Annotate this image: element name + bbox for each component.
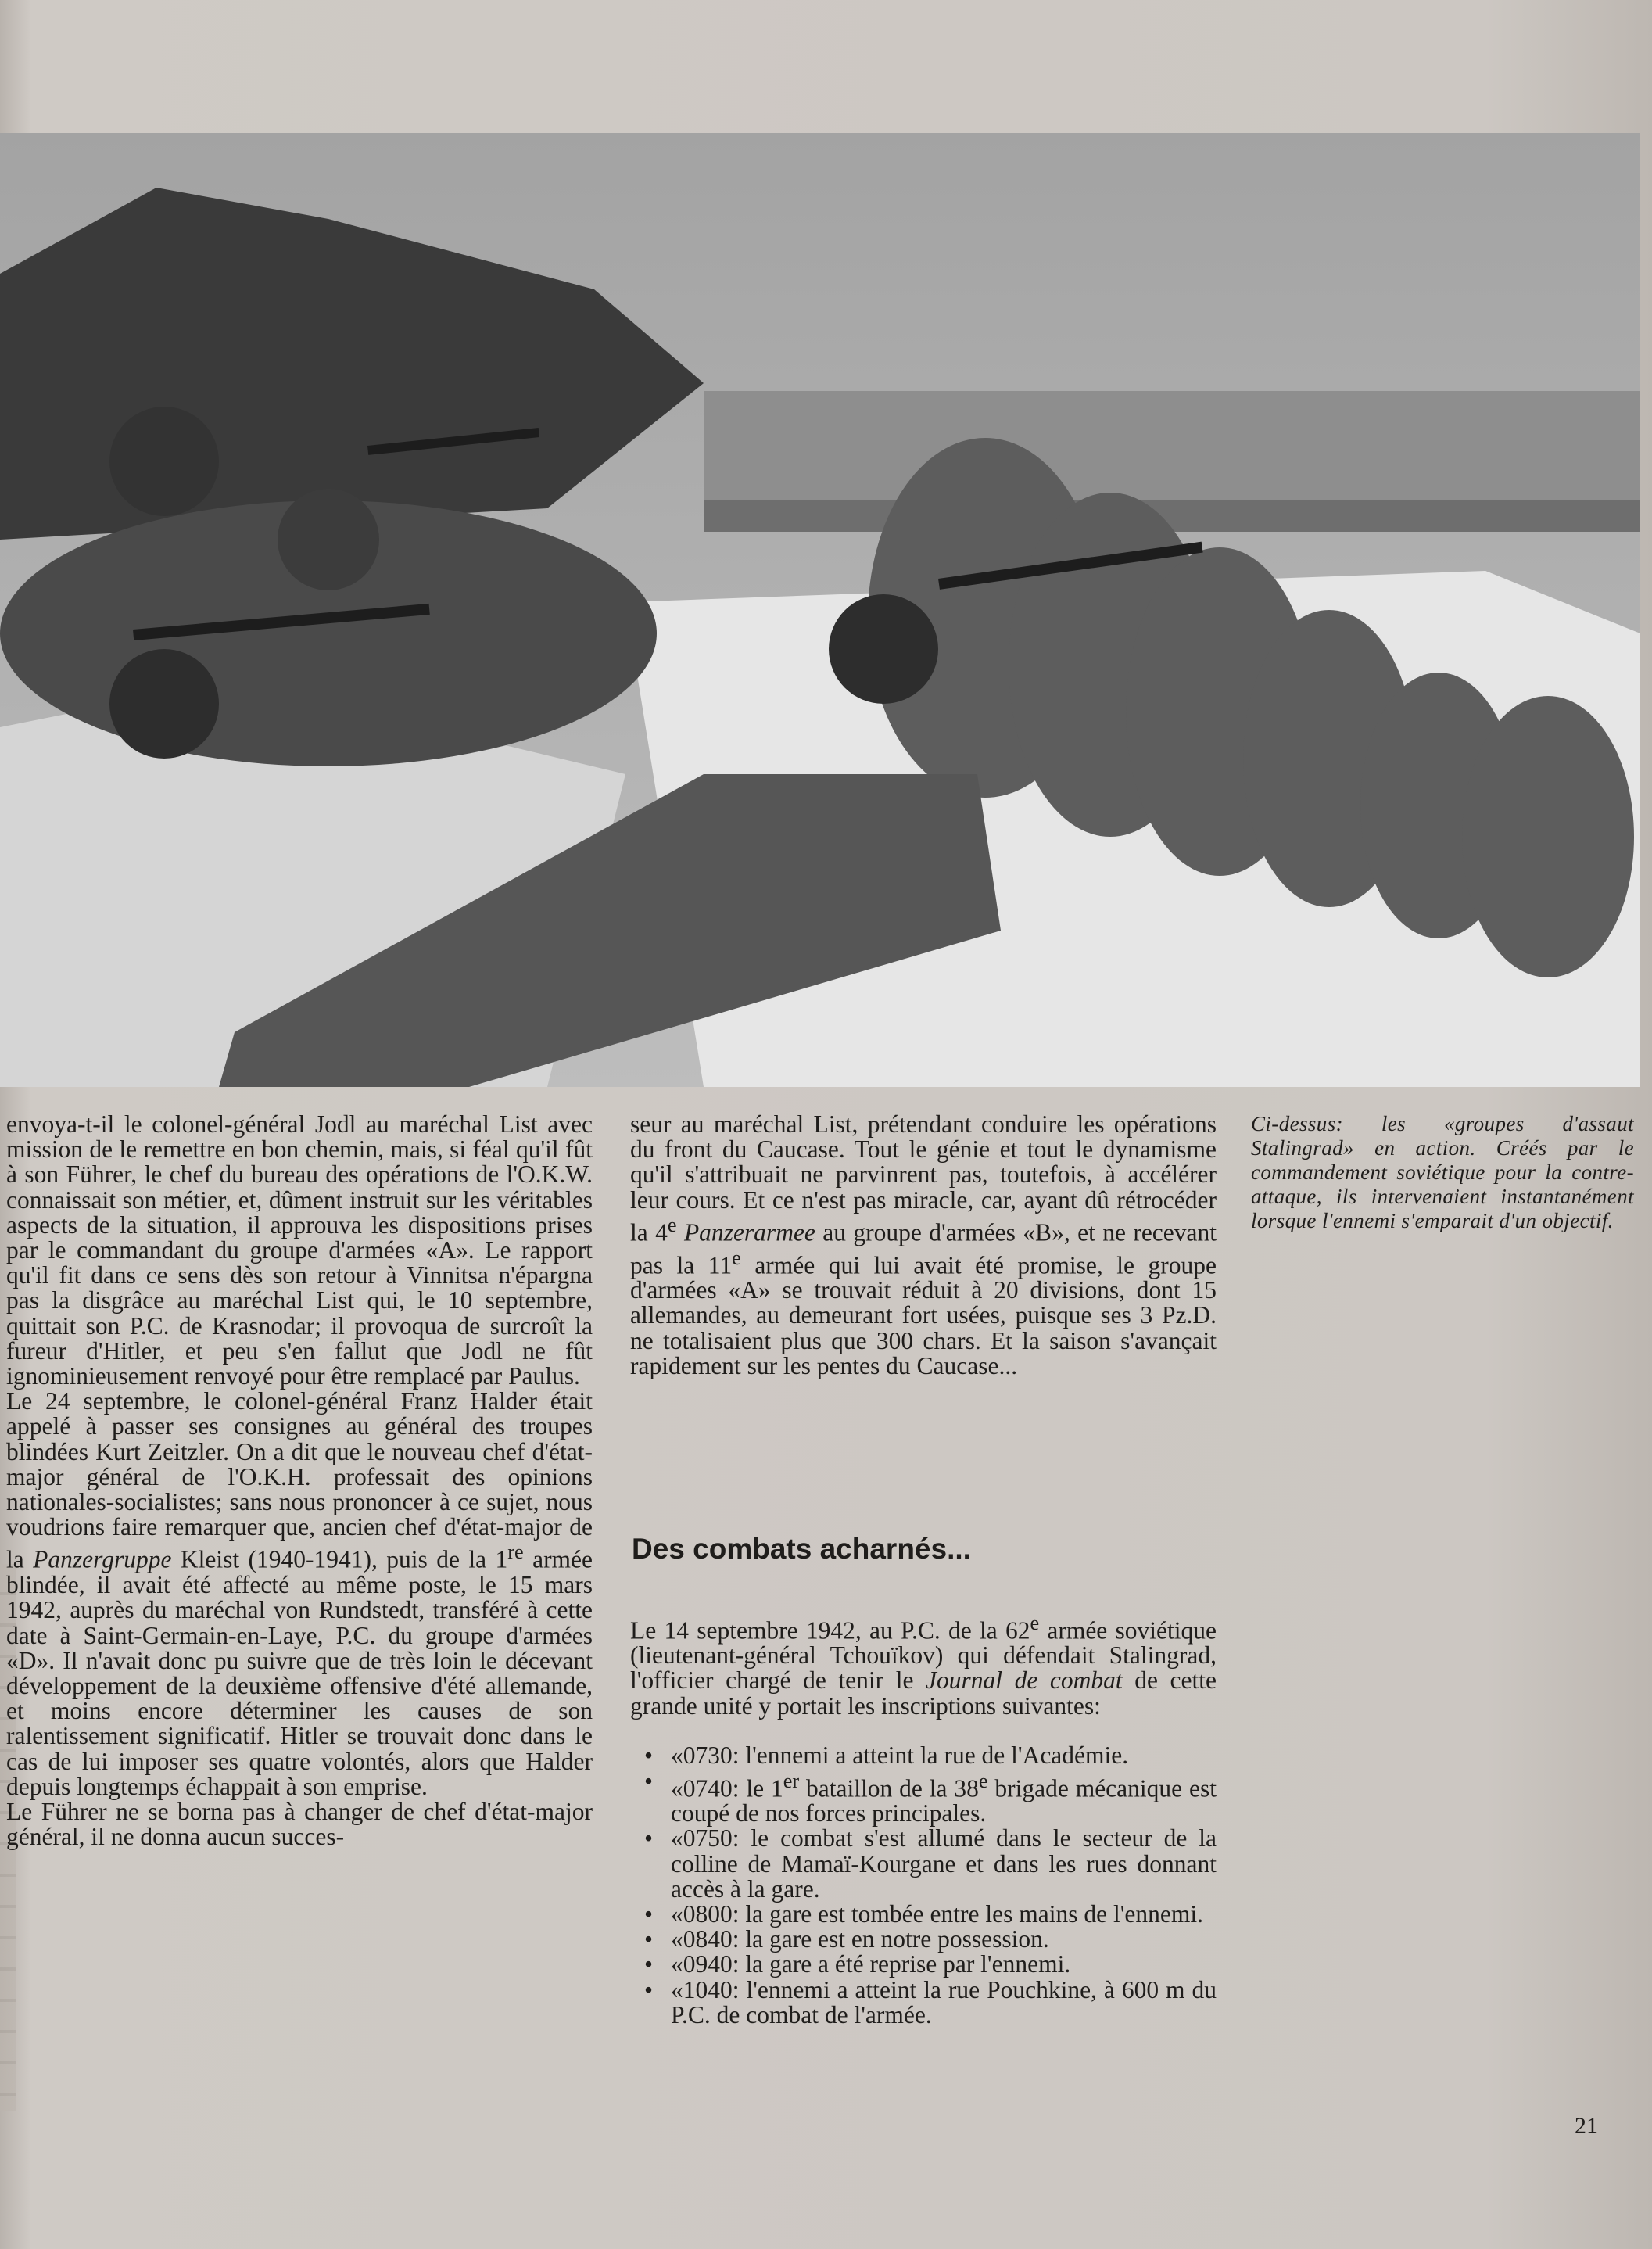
paragraph-text: envoya-t-il le colonel-général Jodl au maréchal List avec mission de le remettre en bon chemin, mais, si féal qu'il fût à son Führer, le chef du bureau des opérations de l'O.K.W. connaissait son métier, et, dûment instruit sur les véritables aspects de la situation, il approuva les dispositions prises par le commandant du groupe d'armées «A». Le rapport qu'il fit dans ce sens dès son retour à Vinnitsa n'épargna pas la disgrâce au maréchal List qui, le 10 septembre, quittait son P.C. de Krasnodar; il provoqua de surcroît la fureur d'Hitler, et peu s'en fallut que Jodl ne fût ignominieusement renvoyé pour être remplacé par Paulus. <box>6 1110 593 1390</box>
superscript: er <box>783 1769 800 1792</box>
italic-text: Journal de combat <box>926 1666 1123 1695</box>
list-item: • «1040: l'ennemi a atteint la rue Pouchkine, à 600 m du P.C. de combat de l'armée. <box>630 1978 1217 2028</box>
list-item: • «0800: la gare est tombée entre les mains de l'ennemi. <box>630 1902 1217 1927</box>
list-item: • «0940: la gare a été reprise par l'ennemi. <box>630 1952 1217 1977</box>
list-item-text: brigade mécanique est coupé de nos forces principales. <box>671 1774 1217 1828</box>
section-heading: Des combats acharnés... <box>632 1533 971 1565</box>
paragraph <box>6 1112 593 1389</box>
paragraph <box>630 1611 1217 1719</box>
list-item <box>630 1769 1217 1827</box>
paragraph <box>6 1799 593 1849</box>
paragraph-text: Le Führer ne se borna pas à changer de chef d'état-major général, il ne donna aucun succes- <box>6 1797 593 1851</box>
superscript: re <box>507 1541 524 1564</box>
photo-icon <box>0 133 1640 1087</box>
text-column-2 <box>630 1112 1217 1379</box>
list-item-text: bataillon de la 38 <box>799 1774 979 1802</box>
paragraph-text: armée qui lui avait été promise, le groupe d'armées «A» se trouvait réduit à 20 divisions, dont 15 allemandes, au demeurant fort usées, puisque ses 3 Pz.D. ne totalisaient plus que 300 chars. Et la saison s'avançait rapidement sur les pentes du Caucase... <box>630 1251 1217 1379</box>
combat-journal <box>630 1586 1217 2028</box>
paragraph-text: au groupe d'armées «B», et ne recevant pas la 11 <box>630 1218 1217 1279</box>
journal-list <box>630 1743 1217 2028</box>
superscript: e <box>1030 1611 1040 1634</box>
list-item: • «0750: le combat s'est allumé dans le secteur de la colline de Mamaï-Kourgane et dans les rues donnant accès à la gare. <box>630 1826 1217 1902</box>
photo-soviet-assault-group <box>0 133 1640 1087</box>
paragraph <box>630 1112 1217 1379</box>
list-item: • «0840: la gare est en notre possession. <box>630 1927 1217 1952</box>
italic-text: Panzergruppe <box>33 1545 172 1573</box>
paragraph-text: Kleist (1940-1941), puis de la 1 <box>171 1545 508 1573</box>
superscript: e <box>732 1246 741 1269</box>
paragraph-text: armée soviétique (lieutenant-général Tchouïkov) qui défendait Stalingrad, l'officier chargé de tenir le <box>630 1616 1217 1695</box>
paragraph <box>6 1389 593 1799</box>
page-number: 21 <box>1575 2113 1598 2139</box>
superscript: e <box>978 1769 988 1792</box>
photo-caption: Ci-dessus: les «groupes d'assaut Stalingrad» en action. Créés par le commandement soviétique pour la contre-attaque, ils intervenaient instantanément lorsque l'ennemi s'emparait d'un objectif. <box>1251 1112 1634 1232</box>
paragraph-text: Le 14 septembre 1942, au P.C. de la 62 <box>630 1616 1030 1644</box>
paragraph-text: de cette grande unité y portait les inscriptions suivantes: <box>630 1666 1217 1720</box>
list-item: • «0730: l'ennemi a atteint la rue de l'Académie. <box>630 1743 1217 1768</box>
paragraph-text: seur au maréchal List, prétendant conduire les opérations du front du Caucase. Tout le génie et tout le dynamisme qu'il s'attribuait ne parvinrent pas, toutefois, à accélérer leur cours. Et ce n'est pas miracle, car, ayant dû rétrocéder la 4 <box>630 1110 1217 1246</box>
italic-text: Panzerarmee <box>676 1218 815 1246</box>
text-column-1 <box>6 1112 593 1849</box>
list-item-text: «0740: le 1 <box>671 1774 783 1802</box>
paragraph-text: Le 24 septembre, le colonel-général Franz Halder était appelé à passer ses consignes au général des troupes blindées Kurt Zeitzler. On a dit que le nouveau chef d'état-major général de l'O.K.H. professait des opinions nationales-socialistes; sans nous prononcer à ce sujet, nous voudrions faire remarquer que, ancien chef d'état-major de la <box>6 1387 593 1573</box>
superscript: e <box>667 1213 677 1236</box>
paragraph-text: armée blindée, il avait été affecté au même poste, le 15 mars 1942, auprès du maréchal von Rundstedt, transféré à cette date à Saint-Germain-en-Laye, P.C. du groupe d'armées «D». Il n'avait donc pu suivre que de très loin le décevant développement de la deuxième offensive d'été allemande, et moins encore déterminer les causes de son ralentissement significatif. Hitler se trouvait donc dans le cas de lui imposer ses quatre volontés, alors que Halder depuis longtemps échappait à son emprise. <box>6 1545 593 1800</box>
